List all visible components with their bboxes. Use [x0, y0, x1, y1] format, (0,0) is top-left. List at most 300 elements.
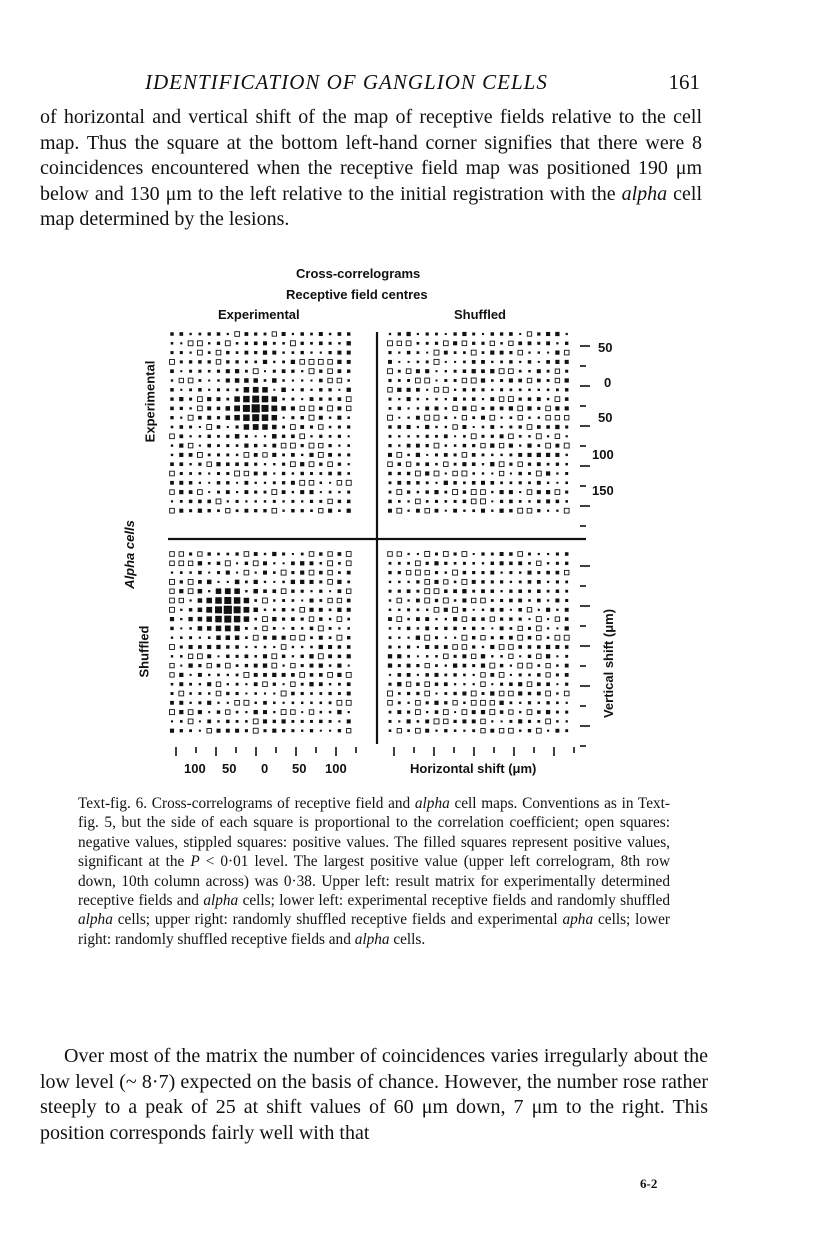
- correlation-square: [434, 443, 439, 448]
- correlation-square: [527, 378, 531, 382]
- correlation-square: [188, 654, 192, 658]
- correlation-square: [537, 481, 541, 485]
- correlation-square: [236, 425, 239, 428]
- correlation-square: [490, 406, 494, 410]
- correlation-square: [226, 553, 229, 556]
- correlation-square: [556, 664, 558, 666]
- correlation-square: [189, 481, 192, 484]
- correlation-square: [217, 664, 221, 668]
- correlation-square: [425, 682, 430, 687]
- correlation-square: [510, 674, 512, 676]
- correlation-square: [262, 396, 269, 403]
- correlation-square: [338, 453, 341, 456]
- correlation-square: [528, 341, 532, 345]
- correlation-square: [338, 397, 342, 401]
- correlation-square: [500, 617, 503, 620]
- correlation-square: [319, 388, 322, 391]
- correlation-square: [273, 646, 275, 648]
- correlation-square: [509, 500, 513, 504]
- correlation-square: [234, 415, 240, 421]
- correlation-square: [227, 500, 229, 502]
- correlation-square: [398, 720, 400, 722]
- correlation-square: [225, 663, 230, 668]
- correlation-square: [272, 508, 277, 513]
- correlation-square: [319, 692, 322, 695]
- correlation-square: [254, 341, 258, 345]
- correlation-square: [319, 472, 322, 475]
- correlation-square: [426, 352, 428, 354]
- correlation-square: [463, 608, 467, 612]
- correlation-square: [329, 711, 332, 714]
- correlation-square: [564, 508, 569, 513]
- correlation-square: [320, 702, 323, 705]
- correlation-square: [509, 453, 512, 456]
- correlation-square: [207, 416, 211, 420]
- correlation-square: [454, 379, 457, 382]
- horizontal-tick: 100: [184, 761, 206, 776]
- correlation-square: [417, 553, 419, 555]
- correlation-square: [264, 500, 266, 502]
- correlation-square: [500, 426, 502, 428]
- correlation-square: [263, 598, 268, 603]
- correlation-square: [444, 627, 447, 630]
- correlation-square: [443, 654, 448, 659]
- correlation-square: [453, 341, 457, 345]
- correlation-square: [235, 580, 240, 585]
- correlation-square: [199, 435, 201, 437]
- correlation-square: [244, 607, 250, 613]
- correlation-square: [347, 636, 350, 639]
- correlation-square: [199, 426, 201, 428]
- correlation-square: [536, 434, 541, 439]
- correlation-square: [338, 683, 341, 686]
- correlation-square: [301, 646, 303, 648]
- correlation-square: [537, 571, 540, 574]
- correlation-square: [347, 500, 351, 504]
- correlation-square: [565, 388, 568, 391]
- correlation-square: [347, 599, 351, 603]
- correlation-square: [546, 453, 550, 457]
- correlation-square: [481, 378, 485, 382]
- correlation-square: [328, 388, 331, 391]
- correlation-square: [206, 616, 212, 622]
- correlation-square: [180, 665, 182, 667]
- correlation-square: [407, 589, 411, 593]
- correlation-square: [215, 606, 222, 613]
- correlation-square: [416, 463, 419, 466]
- correlation-square: [407, 719, 411, 723]
- correlation-square: [500, 351, 504, 355]
- correlation-square: [564, 635, 569, 640]
- correlation-square: [282, 599, 285, 602]
- correlation-square: [310, 509, 313, 512]
- correlation-square: [443, 341, 448, 346]
- correlation-square: [519, 673, 522, 676]
- correlation-square: [556, 692, 558, 694]
- correlation-square: [292, 646, 294, 648]
- correlation-square: [264, 370, 266, 372]
- correlation-square: [491, 683, 493, 685]
- correlation-square: [481, 416, 485, 420]
- correlation-square: [445, 370, 447, 372]
- correlation-square: [500, 481, 503, 484]
- correlation-square: [291, 453, 295, 457]
- correlation-square: [500, 361, 503, 364]
- correlation-square: [310, 590, 312, 592]
- correlation-square: [500, 490, 504, 494]
- correlation-square: [329, 618, 331, 620]
- correlation-square: [263, 509, 266, 512]
- correlation-square: [491, 655, 493, 657]
- correlation-square: [310, 472, 313, 475]
- correlation-square: [263, 472, 267, 476]
- correlation-square: [481, 617, 484, 620]
- correlation-square: [388, 663, 392, 667]
- correlation-square: [519, 397, 522, 400]
- vertical-tick: 150: [592, 483, 614, 498]
- correlation-square: [272, 332, 276, 336]
- correlation-square: [509, 378, 513, 382]
- correlation-square: [263, 350, 267, 354]
- correlation-square: [519, 491, 521, 493]
- correlation-square: [472, 472, 475, 475]
- correlation-square: [491, 599, 494, 602]
- correlation-square: [463, 702, 465, 704]
- correlation-square: [348, 711, 350, 713]
- correlation-square: [253, 719, 258, 724]
- correlation-square: [510, 581, 512, 583]
- correlation-square: [500, 636, 503, 639]
- correlation-square: [389, 720, 392, 723]
- correlation-square: [329, 636, 332, 639]
- correlation-square: [388, 500, 392, 504]
- correlation-square: [198, 360, 201, 363]
- correlation-square: [226, 481, 229, 484]
- correlation-square: [453, 490, 458, 495]
- correlation-square: [445, 426, 447, 428]
- correlation-square: [444, 481, 448, 485]
- correlation-square: [348, 435, 350, 437]
- correlation-square: [481, 589, 485, 593]
- correlation-square: [547, 590, 550, 593]
- correlation-square: [291, 710, 296, 715]
- correlation-square: [180, 636, 183, 639]
- correlation-square: [309, 443, 314, 448]
- correlation-square: [490, 481, 494, 485]
- correlation-square: [244, 424, 250, 430]
- horizontal-tick: 50: [292, 761, 307, 776]
- correlation-square: [255, 572, 257, 574]
- correlation-square: [234, 616, 241, 623]
- correlation-square: [398, 692, 401, 695]
- correlation-square: [407, 510, 409, 512]
- correlation-square: [528, 692, 531, 695]
- correlation-square: [282, 472, 285, 475]
- correlation-square: [463, 490, 466, 493]
- correlation-square: [338, 332, 342, 336]
- correlation-square: [556, 510, 558, 512]
- correlation-square: [519, 711, 521, 713]
- correlation-square: [245, 664, 248, 667]
- correlation-square: [207, 462, 211, 466]
- correlation-square: [472, 453, 476, 457]
- correlation-square: [444, 645, 448, 649]
- correlation-square: [180, 370, 182, 372]
- correlation-square: [217, 655, 219, 657]
- correlation-square: [208, 491, 210, 493]
- correlation-square: [170, 359, 175, 364]
- correlation-square: [171, 637, 173, 639]
- correlation-square: [290, 443, 295, 448]
- correlation-square: [556, 552, 559, 555]
- correlation-square: [291, 416, 294, 419]
- correlation-square: [301, 702, 303, 704]
- correlation-square: [198, 626, 203, 631]
- row-label-shuffled: Shuffled: [136, 625, 152, 678]
- correlation-square: [310, 673, 314, 677]
- correlation-square: [235, 462, 239, 466]
- correlation-square: [188, 341, 193, 346]
- correlation-square: [417, 655, 419, 657]
- correlation-square: [226, 729, 230, 733]
- correlation-square: [398, 590, 401, 593]
- correlation-square: [282, 655, 285, 658]
- correlation-square: [262, 405, 269, 412]
- correlation-square: [226, 472, 229, 475]
- correlation-square: [337, 406, 341, 410]
- correlation-square: [397, 490, 402, 495]
- correlation-square: [528, 360, 531, 363]
- correlation-square: [509, 636, 513, 640]
- correlation-square: [547, 618, 549, 620]
- correlation-square: [245, 720, 248, 723]
- correlation-square: [528, 351, 530, 353]
- correlation-square: [472, 444, 475, 447]
- correlation-square: [462, 462, 466, 466]
- correlation-square: [310, 342, 313, 345]
- correlation-square: [199, 720, 201, 722]
- correlation-square: [272, 351, 276, 355]
- correlation-square: [301, 664, 304, 667]
- correlation-square: [472, 388, 475, 391]
- correlation-square: [263, 710, 267, 714]
- correlation-square: [328, 552, 332, 556]
- correlation-square: [282, 581, 285, 584]
- correlation-square: [500, 342, 503, 345]
- correlation-square: [462, 471, 467, 476]
- correlation-square: [171, 342, 174, 345]
- correlation-square: [263, 360, 267, 364]
- correlation-square: [547, 510, 549, 512]
- correlation-square: [555, 397, 560, 402]
- correlation-square: [519, 425, 522, 428]
- correlation-square: [537, 682, 541, 686]
- correlation-square: [388, 398, 391, 401]
- correlation-square: [482, 646, 484, 648]
- correlation-square: [528, 463, 531, 466]
- correlation-square: [425, 471, 429, 475]
- correlation-square: [244, 378, 249, 383]
- correlation-square: [170, 508, 175, 513]
- correlation-square: [416, 481, 419, 484]
- correlation-square: [389, 407, 392, 410]
- correlation-square: [243, 396, 250, 403]
- correlation-square: [518, 508, 523, 513]
- correlation-square: [346, 700, 351, 705]
- correlation-square: [217, 416, 220, 419]
- correlation-square: [434, 701, 438, 705]
- correlation-square: [188, 579, 193, 584]
- correlation-square: [180, 609, 182, 611]
- correlation-square: [500, 332, 503, 335]
- correlation-square: [255, 482, 257, 484]
- correlation-square: [453, 645, 458, 650]
- correlation-square: [291, 617, 295, 621]
- correlation-square: [565, 711, 568, 714]
- correlation-square: [199, 379, 202, 382]
- correlation-square: [417, 674, 419, 676]
- correlation-square: [518, 561, 522, 565]
- correlation-square: [556, 609, 558, 611]
- correlation-square: [328, 672, 333, 677]
- correlation-square: [215, 597, 222, 604]
- correlation-square: [407, 490, 410, 493]
- correlation-square: [510, 472, 512, 474]
- correlation-square: [338, 472, 342, 476]
- correlation-square: [338, 425, 341, 428]
- correlation-square: [453, 509, 457, 513]
- correlation-square: [217, 379, 219, 381]
- correlation-square: [547, 389, 550, 392]
- correlation-square: [397, 425, 401, 429]
- correlation-square: [217, 710, 220, 713]
- correlation-square: [189, 500, 192, 503]
- correlation-square: [263, 561, 267, 565]
- correlation-square: [179, 397, 183, 401]
- caption-text: alpha: [414, 795, 450, 812]
- correlation-square: [254, 655, 257, 658]
- correlation-square: [244, 471, 248, 475]
- correlation-square: [565, 673, 569, 677]
- correlation-square: [282, 500, 284, 502]
- correlation-square: [171, 655, 173, 657]
- correlation-square: [253, 369, 258, 374]
- correlation-square: [397, 682, 401, 686]
- row-label-experimental: Experimental: [142, 360, 158, 443]
- correlation-square: [180, 646, 183, 649]
- correlation-square: [426, 444, 429, 447]
- correlation-square: [272, 636, 276, 640]
- correlation-square: [556, 711, 559, 714]
- correlation-square: [245, 581, 248, 584]
- correlation-square: [463, 562, 466, 565]
- correlation-square: [566, 333, 568, 335]
- correlation-square: [463, 361, 466, 364]
- correlation-square: [547, 482, 549, 484]
- correlation-square: [282, 342, 285, 345]
- correlation-square: [319, 463, 322, 466]
- correlation-square: [329, 342, 332, 345]
- correlation-square: [309, 598, 313, 602]
- correlation-square: [518, 663, 523, 668]
- correlation-square: [198, 589, 203, 594]
- correlation-square: [254, 580, 258, 584]
- correlation-square: [388, 453, 392, 457]
- correlation-square: [454, 453, 457, 456]
- correlation-square: [518, 682, 522, 686]
- correlation-square: [388, 571, 391, 574]
- correlation-square: [416, 599, 420, 603]
- correlation-square: [235, 700, 240, 705]
- correlation-square: [435, 618, 437, 620]
- correlation-square: [565, 664, 569, 668]
- correlation-square: [417, 435, 420, 438]
- correlation-square: [388, 472, 391, 475]
- correlation-square: [347, 379, 349, 381]
- intro-paragraph: [40, 105, 702, 233]
- correlation-square: [207, 728, 212, 733]
- correlation-square: [338, 589, 342, 593]
- correlation-square: [337, 481, 342, 486]
- correlation-square: [416, 444, 420, 448]
- correlation-square: [510, 609, 512, 611]
- correlation-square: [217, 581, 219, 583]
- correlation-square: [528, 729, 531, 732]
- correlation-square: [273, 692, 275, 694]
- correlation-square: [398, 500, 401, 503]
- correlation-square: [292, 491, 294, 493]
- correlation-square: [556, 589, 559, 592]
- correlation-square: [300, 490, 304, 494]
- correlation-square: [291, 663, 295, 667]
- correlation-square: [217, 720, 219, 722]
- correlation-square: [198, 617, 203, 622]
- correlation-square: [398, 370, 401, 373]
- correlation-square: [253, 728, 258, 733]
- correlation-square: [546, 608, 550, 612]
- correlation-square: [301, 509, 304, 512]
- caption-text: alpha: [354, 930, 390, 948]
- correlation-square: [328, 472, 332, 476]
- correlation-square: [389, 481, 392, 484]
- correlation-square: [407, 673, 411, 677]
- correlation-square: [301, 720, 304, 723]
- correlation-square: [292, 472, 294, 474]
- correlation-square: [490, 608, 494, 612]
- correlation-square: [283, 702, 285, 704]
- correlation-square: [537, 342, 540, 345]
- correlation-square: [263, 617, 268, 622]
- correlation-square: [272, 490, 277, 495]
- correlation-square: [236, 572, 238, 574]
- correlation-square: [425, 645, 429, 649]
- correlation-square: [453, 397, 457, 401]
- correlation-square: [388, 425, 391, 428]
- correlation-square: [416, 700, 421, 705]
- correlation-square: [389, 609, 391, 611]
- correlation-square: [426, 701, 429, 704]
- correlation-square: [565, 729, 568, 732]
- correlation-square: [518, 341, 522, 345]
- correlation-square: [170, 490, 175, 495]
- correlation-square: [273, 711, 275, 713]
- correlation-square: [301, 711, 303, 713]
- correlation-square: [188, 589, 193, 594]
- correlation-square: [471, 434, 476, 439]
- correlation-square: [329, 590, 331, 592]
- correlation-square: [537, 509, 540, 512]
- correlation-square: [281, 710, 286, 715]
